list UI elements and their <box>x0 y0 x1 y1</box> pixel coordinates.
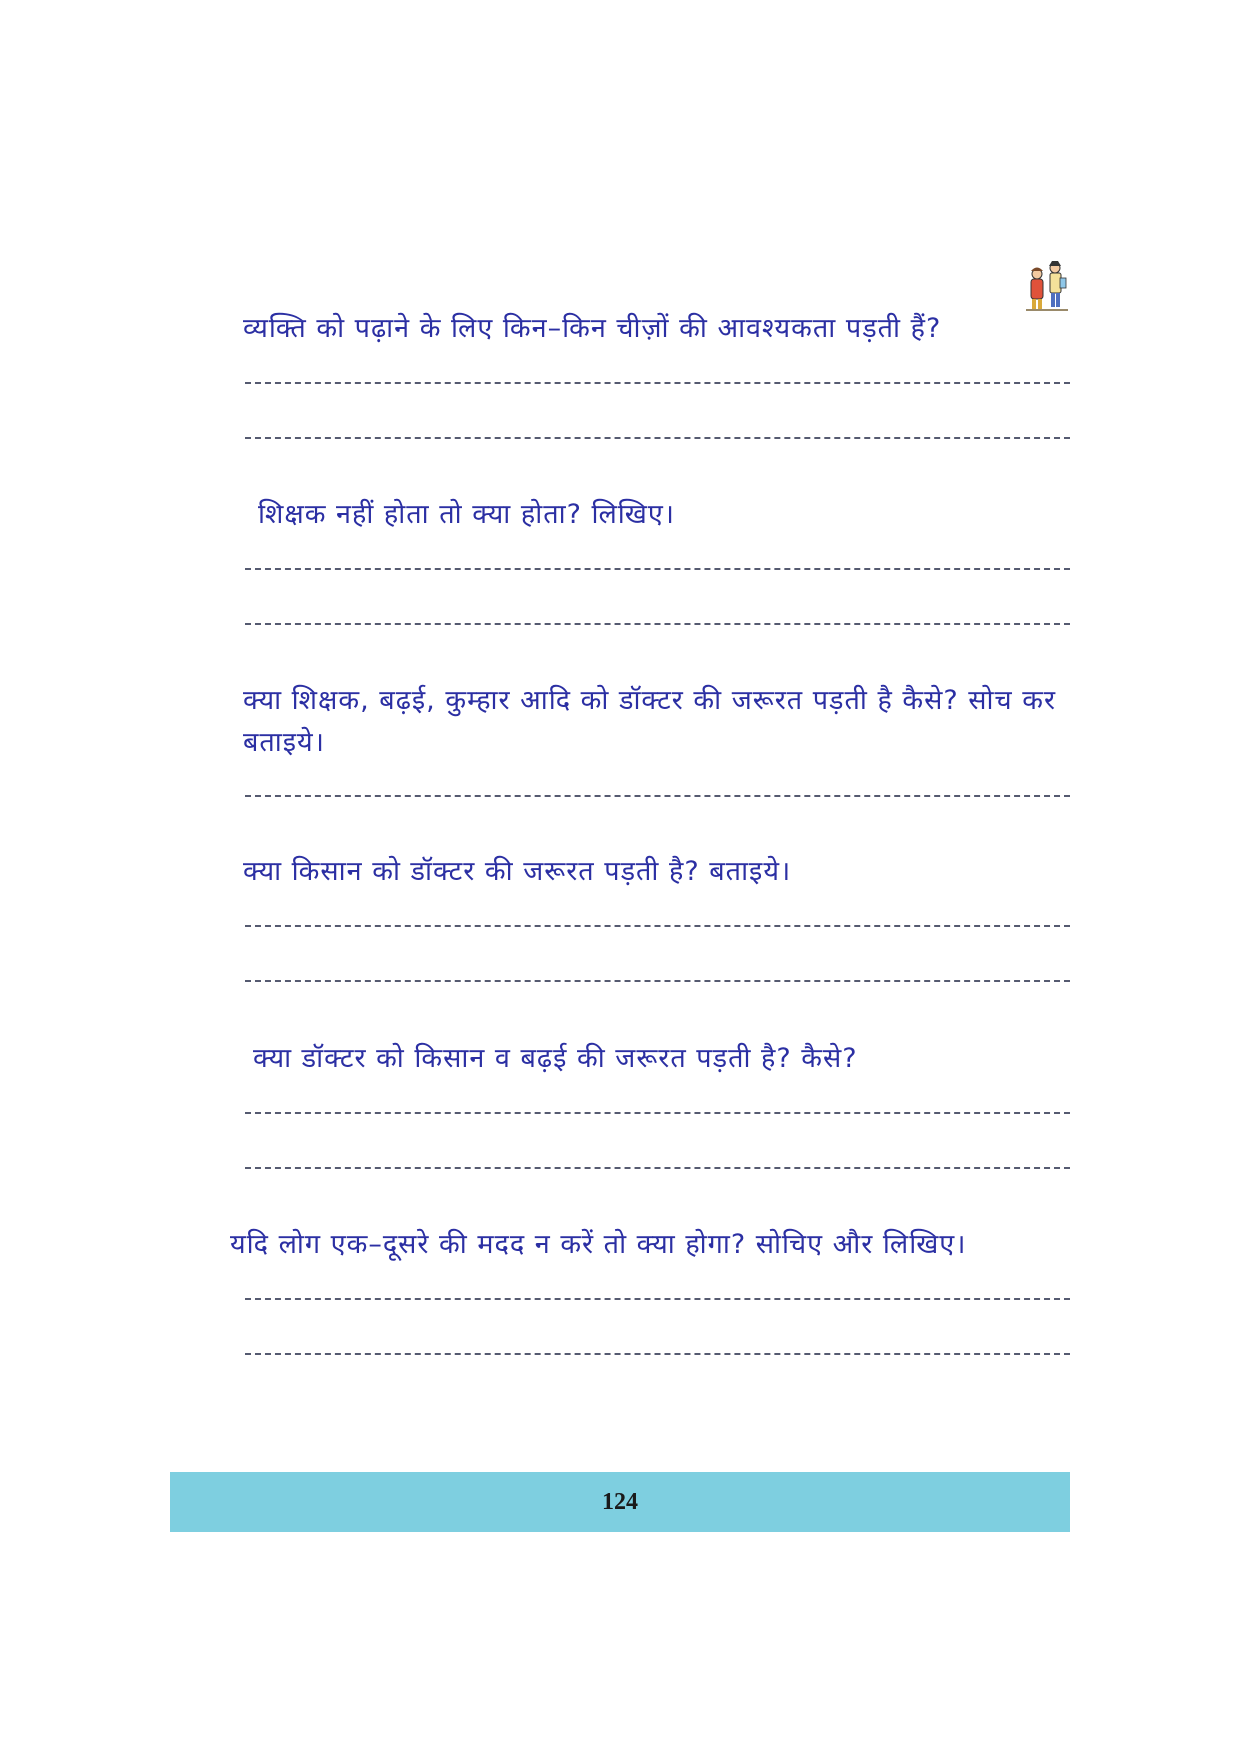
footer-bar <box>170 1472 1070 1532</box>
answer-line-6b[interactable] <box>245 1353 1070 1355</box>
answer-line-5a[interactable] <box>245 1112 1070 1114</box>
answer-line-4a[interactable] <box>245 925 1070 927</box>
question-4: क्या किसान को डॉक्टर की जरूरत पड़ती है? बताइये। <box>243 856 792 887</box>
answer-line-2a[interactable] <box>245 568 1070 570</box>
answer-line-6a[interactable] <box>245 1298 1070 1300</box>
answer-line-5b[interactable] <box>245 1167 1070 1169</box>
question-5: क्या डॉक्टर को किसान व बढ़ई की जरूरत पड़ती है? कैसे? <box>253 1043 858 1074</box>
answer-line-3a[interactable] <box>245 795 1070 797</box>
question-2: शिक्षक नहीं होता तो क्या होता? लिखिए। <box>258 499 676 530</box>
page-number: 124 <box>602 1488 638 1515</box>
answer-line-1b[interactable] <box>245 437 1070 439</box>
people-illustration-icon <box>1022 256 1070 314</box>
answer-line-4b[interactable] <box>245 980 1070 982</box>
answer-line-1a[interactable] <box>245 382 1070 384</box>
answer-line-2b[interactable] <box>245 623 1070 625</box>
question-1: व्यक्ति को पढ़ाने के लिए किन–किन चीज़ों की आवश्यकता पड़ती हैं? <box>243 313 942 344</box>
question-6: यदि लोग एक–दूसरे की मदद न करें तो क्या होगा? सोचिए और लिखिए। <box>230 1229 967 1260</box>
question-3: क्या शिक्षक, बढ़ई, कुम्हार आदि को डॉक्टर की जरूरत पड़ती है कैसे? सोच कर बताइये। <box>243 685 1057 758</box>
